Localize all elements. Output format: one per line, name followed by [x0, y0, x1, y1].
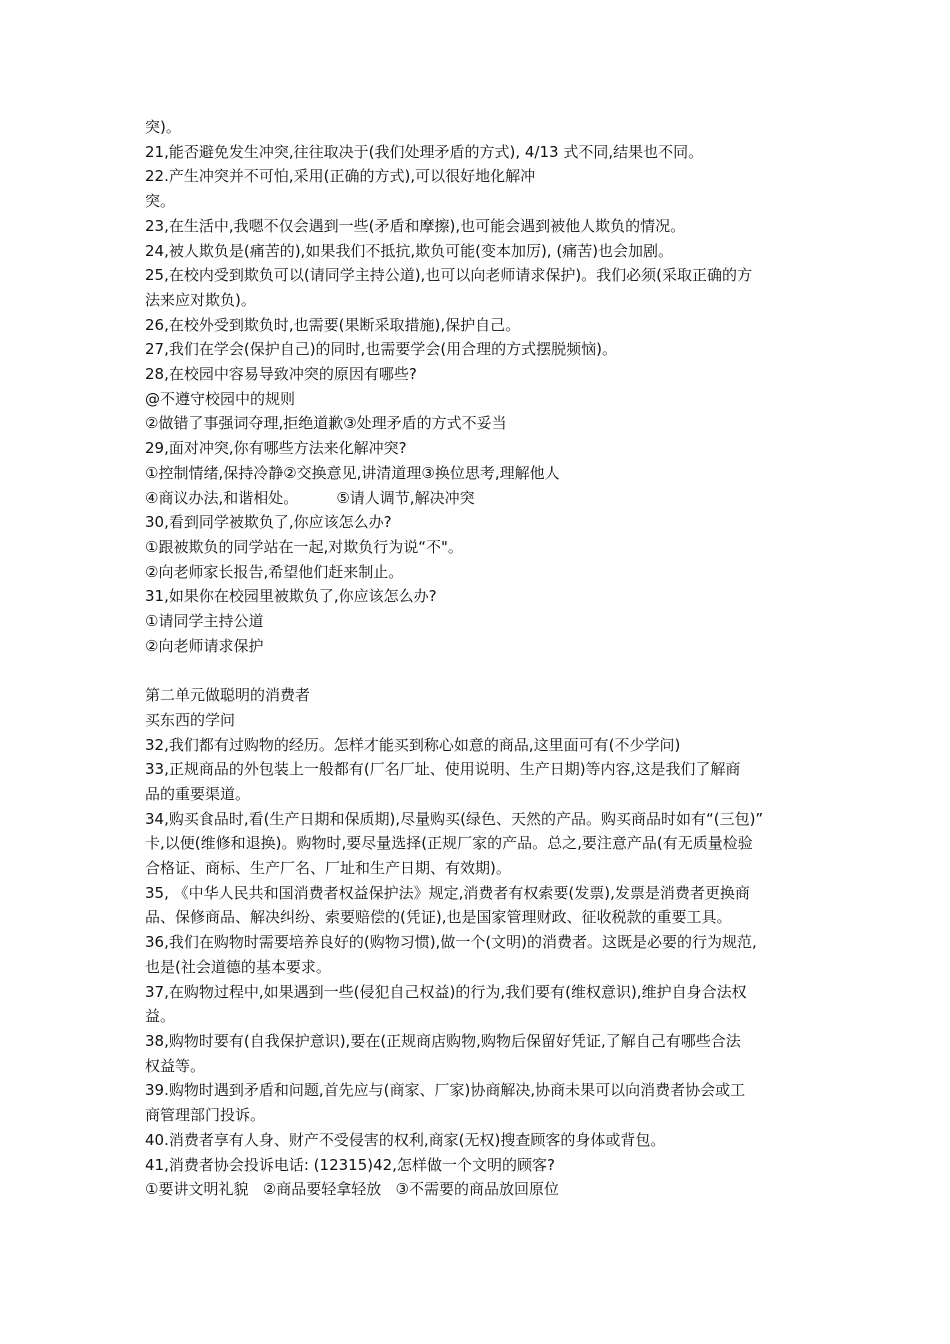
- text-line: 22.产生冲突并不可怕,采用(正确的方式),可以很好地化解冲: [145, 167, 536, 186]
- text-line: 32,我们都有过购物的经历。怎样才能买到称心如意的商品,这里面可有(不少学问): [145, 735, 681, 754]
- text-line: ①要讲文明礼貌 ②商品要轻拿轻放 ③不需要的商品放回原位: [145, 1180, 559, 1199]
- text-line: 也是(社会道德的基本要求。: [145, 957, 331, 976]
- text-line: 25,在校内受到欺负可以(请同学主持公道),也可以向老师请求保护)。我们必须(采取正确的方: [145, 266, 753, 285]
- subsection-heading: 买东西的学问: [145, 710, 236, 729]
- text-line: 27,我们在学会(保护自己)的同时,也需要学会(用合理的方式摆脱频恼)。: [145, 340, 618, 359]
- text-line: ②做错了事强词夺理,拒绝道歉③处理矛盾的方式不妥当: [145, 414, 507, 433]
- text-line: 41,消费者协会投诉电话: (12315)42,怎样做一个文明的顾客?: [145, 1155, 555, 1174]
- text-line: ①跟被欺负的同学站在一起,对欺负行为说“不"。: [145, 537, 463, 556]
- text-line: 卡,以便(维修和退换)。购物时,要尽量选择(正规厂家的产品。总之,要注意产品(有无质量检验: [145, 834, 753, 853]
- text-line: 品的重要渠道。: [145, 784, 251, 803]
- text-line: ①控制情绪,保持冷静②交换意见,讲清道理③换位思考,理解他人: [145, 463, 560, 482]
- text-line: 商管理部门投诉。: [145, 1106, 266, 1125]
- text-line: 35, 《中华人民共和国消费者权益保护法》规定,消费者有权索要(发票),发票是消费者更换商: [145, 883, 750, 902]
- text-line: 30,看到同学被欺负了,你应该怎么办?: [145, 513, 392, 532]
- text-line: ②向老师家长报告,希望他们赶来制止。: [145, 562, 404, 581]
- text-line: 26,在校外受到欺负时,也需要(果断采取措施),保护自己。: [145, 315, 521, 334]
- text-line: 39.购物时遇到矛盾和问题,首先应与(商家、厂家)协商解决,协商未果可以向消费者协会或工: [145, 1081, 746, 1100]
- text-line: 益。: [145, 1007, 176, 1026]
- text-line: 29,面对冲突,你有哪些方法来化解冲突?: [145, 439, 407, 458]
- text-line: 28,在校园中容易导致冲突的原因有哪些?: [145, 365, 417, 384]
- text-line: 24,被人欺负是(痛苦的),如果我们不抵抗,欺负可能(变本加厉), (痛苦)也会加剧。: [145, 241, 674, 260]
- text-line: 突)。: [145, 118, 181, 136]
- text-line: 23,在生活中,我嗯不仅会遇到一些(矛盾和摩擦),也可能会遇到被他人欺负的情况。: [145, 216, 686, 235]
- text-line: ①请同学主持公道: [145, 612, 264, 631]
- text-line: 法来应对欺负)。: [145, 290, 256, 309]
- text-line: 33,正规商品的外包装上一般都有(厂名厂址、使用说明、生产日期)等内容,这是我们了解商: [145, 760, 741, 779]
- text-line: @不遵守校园中的规则: [145, 389, 296, 408]
- text-line: 突。: [145, 192, 176, 211]
- text-line: 38,购物时要有(自我保护意识),要在(正规商店购物,购物后保留好凭证,了解自己有哪些合法: [145, 1032, 741, 1050]
- text-line: 21,能否避免发生冲突,往往取决于(我们处理矛盾的方式), 4/13 式不同,结果也不同。: [145, 142, 704, 161]
- text-line: 品、保修商品、解决纠纷、索要赔偿的(凭证),也是国家管理财政、征收税款的重要工具。: [145, 908, 732, 927]
- text-line: 37,在购物过程中,如果遇到一些(侵犯自己权益)的行为,我们要有(维权意识),维护自身合法权: [145, 982, 747, 1001]
- blank-line: [145, 658, 820, 683]
- text-line: ②向老师请求保护: [145, 636, 264, 655]
- text-line: 合格证、商标、生产厂名、厂址和生产日期、有效期)。: [145, 859, 511, 878]
- text-line: 36,我们在购物时需要培养良好的(购物习惯),做一个(文明)的消费者。这既是必要的行为规范,: [145, 933, 757, 952]
- text-line: 40.消费者享有人身、财产不受侵害的权利,商家(无权)搜查顾客的身体或背包。: [145, 1130, 666, 1149]
- text-line: 31,如果你在校园里被欺负了,你应该怎么办?: [145, 587, 437, 606]
- text-line: 34,购买食品时,看(生产日期和保质期),尽量购买(绿色、天然的产品。购买商品时如有“(三包)”: [145, 809, 764, 828]
- text-line: 权益等。: [145, 1056, 206, 1075]
- section-heading: 第二单元做聪明的消费者: [145, 686, 311, 705]
- text-line: ④商议办法,和谐相处。 ⑤请人调节,解决冲突: [145, 488, 475, 507]
